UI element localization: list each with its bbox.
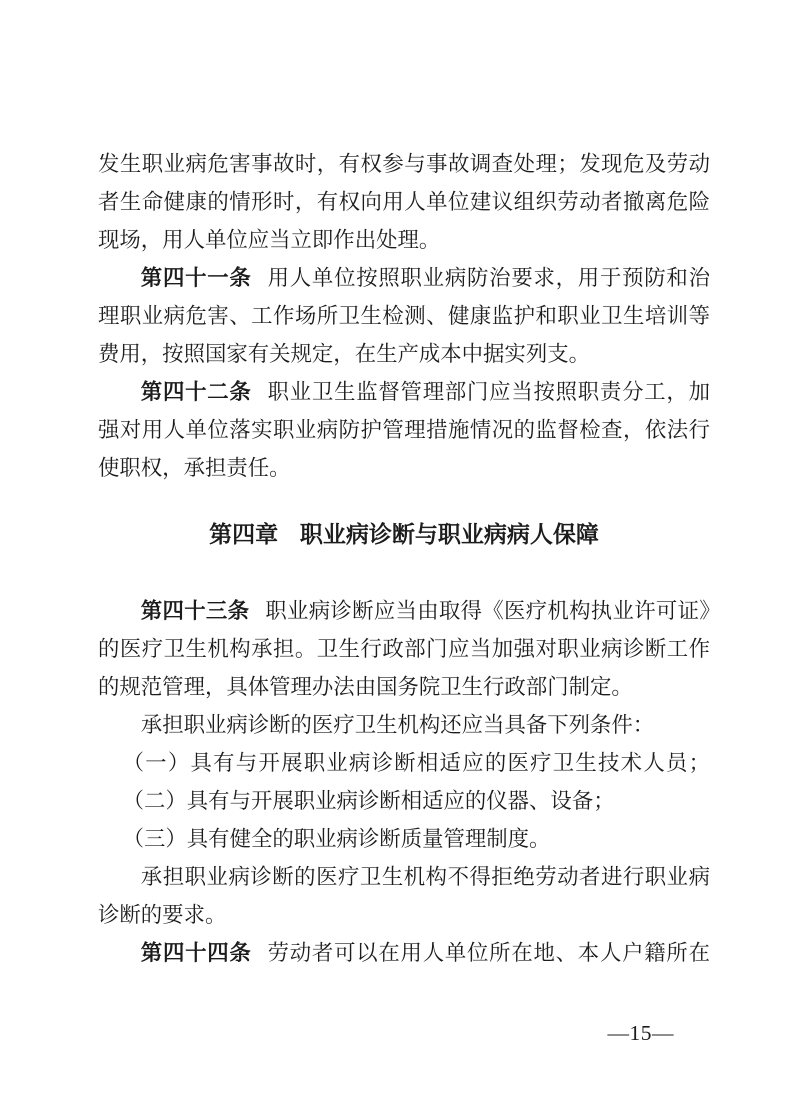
paragraph-text: 职业卫生监督管理部门应当按照职责分工，加强对用人单位落实职业病防护管理措施情况的监督检查，依法行使职权，承担责任。 [98,380,710,480]
paragraph-text: 劳动者可以在用人单位所在地、本人户籍所在 [267,941,710,965]
paragraph-text: （二）具有与开展职业病诊断相适应的仪器、设备； [122,789,615,813]
paragraph [98,706,710,744]
paragraph-text: 发生职业病危害事故时，有权参与事故调查处理；发现危及劳动者生命健康的情形时，有权向用人单位建议组织劳动者撤离危险现场，用人单位应当立即作出处理。 [98,152,710,252]
paragraph [98,858,710,934]
paragraph [98,373,710,487]
paragraph-text: 用人单位按照职业病防治要求，用于预防和治理职业病危害、工作场所卫生检测、健康监护和职业卫生培训等费用，按照国家有关规定，在生产成本中据实列支。 [98,266,710,366]
paragraph [98,934,710,972]
paragraph [98,820,710,858]
paragraph-text: 承担职业病诊断的医疗卫生机构不得拒绝劳动者进行职业病诊断的要求。 [98,865,710,927]
article-number: 第四十一条 [140,266,252,290]
paragraph-text: 职业病诊断应当由取得《医疗机构执业许可证》的医疗卫生机构承担。卫生行政部门应当加强对职业病诊断工作的规范管理，具体管理办法由国务院卫生行政部门制定。 [98,599,710,699]
chapter-number: 第四章 [209,521,279,547]
paragraph [98,259,710,373]
paragraph [98,592,710,706]
page-number: —15— [607,1021,674,1045]
article-number: 第四十二条 [140,380,252,404]
document-body [98,145,710,972]
paragraph [98,145,710,259]
paragraph [98,782,710,820]
chapter-title: 职业病诊断与职业病病人保障 [299,521,599,547]
paragraph-text: （一）具有与开展职业病诊断相适应的医疗卫生技术人员； [122,751,710,775]
paragraph [98,744,710,782]
chapter-heading [98,515,710,553]
article-number: 第四十四条 [140,941,252,965]
article-number: 第四十三条 [140,599,250,623]
paragraph-text: （三）具有健全的职业病诊断质量管理制度。 [122,827,551,851]
paragraph-text: 承担职业病诊断的医疗卫生机构还应当具备下列条件： [140,713,655,737]
